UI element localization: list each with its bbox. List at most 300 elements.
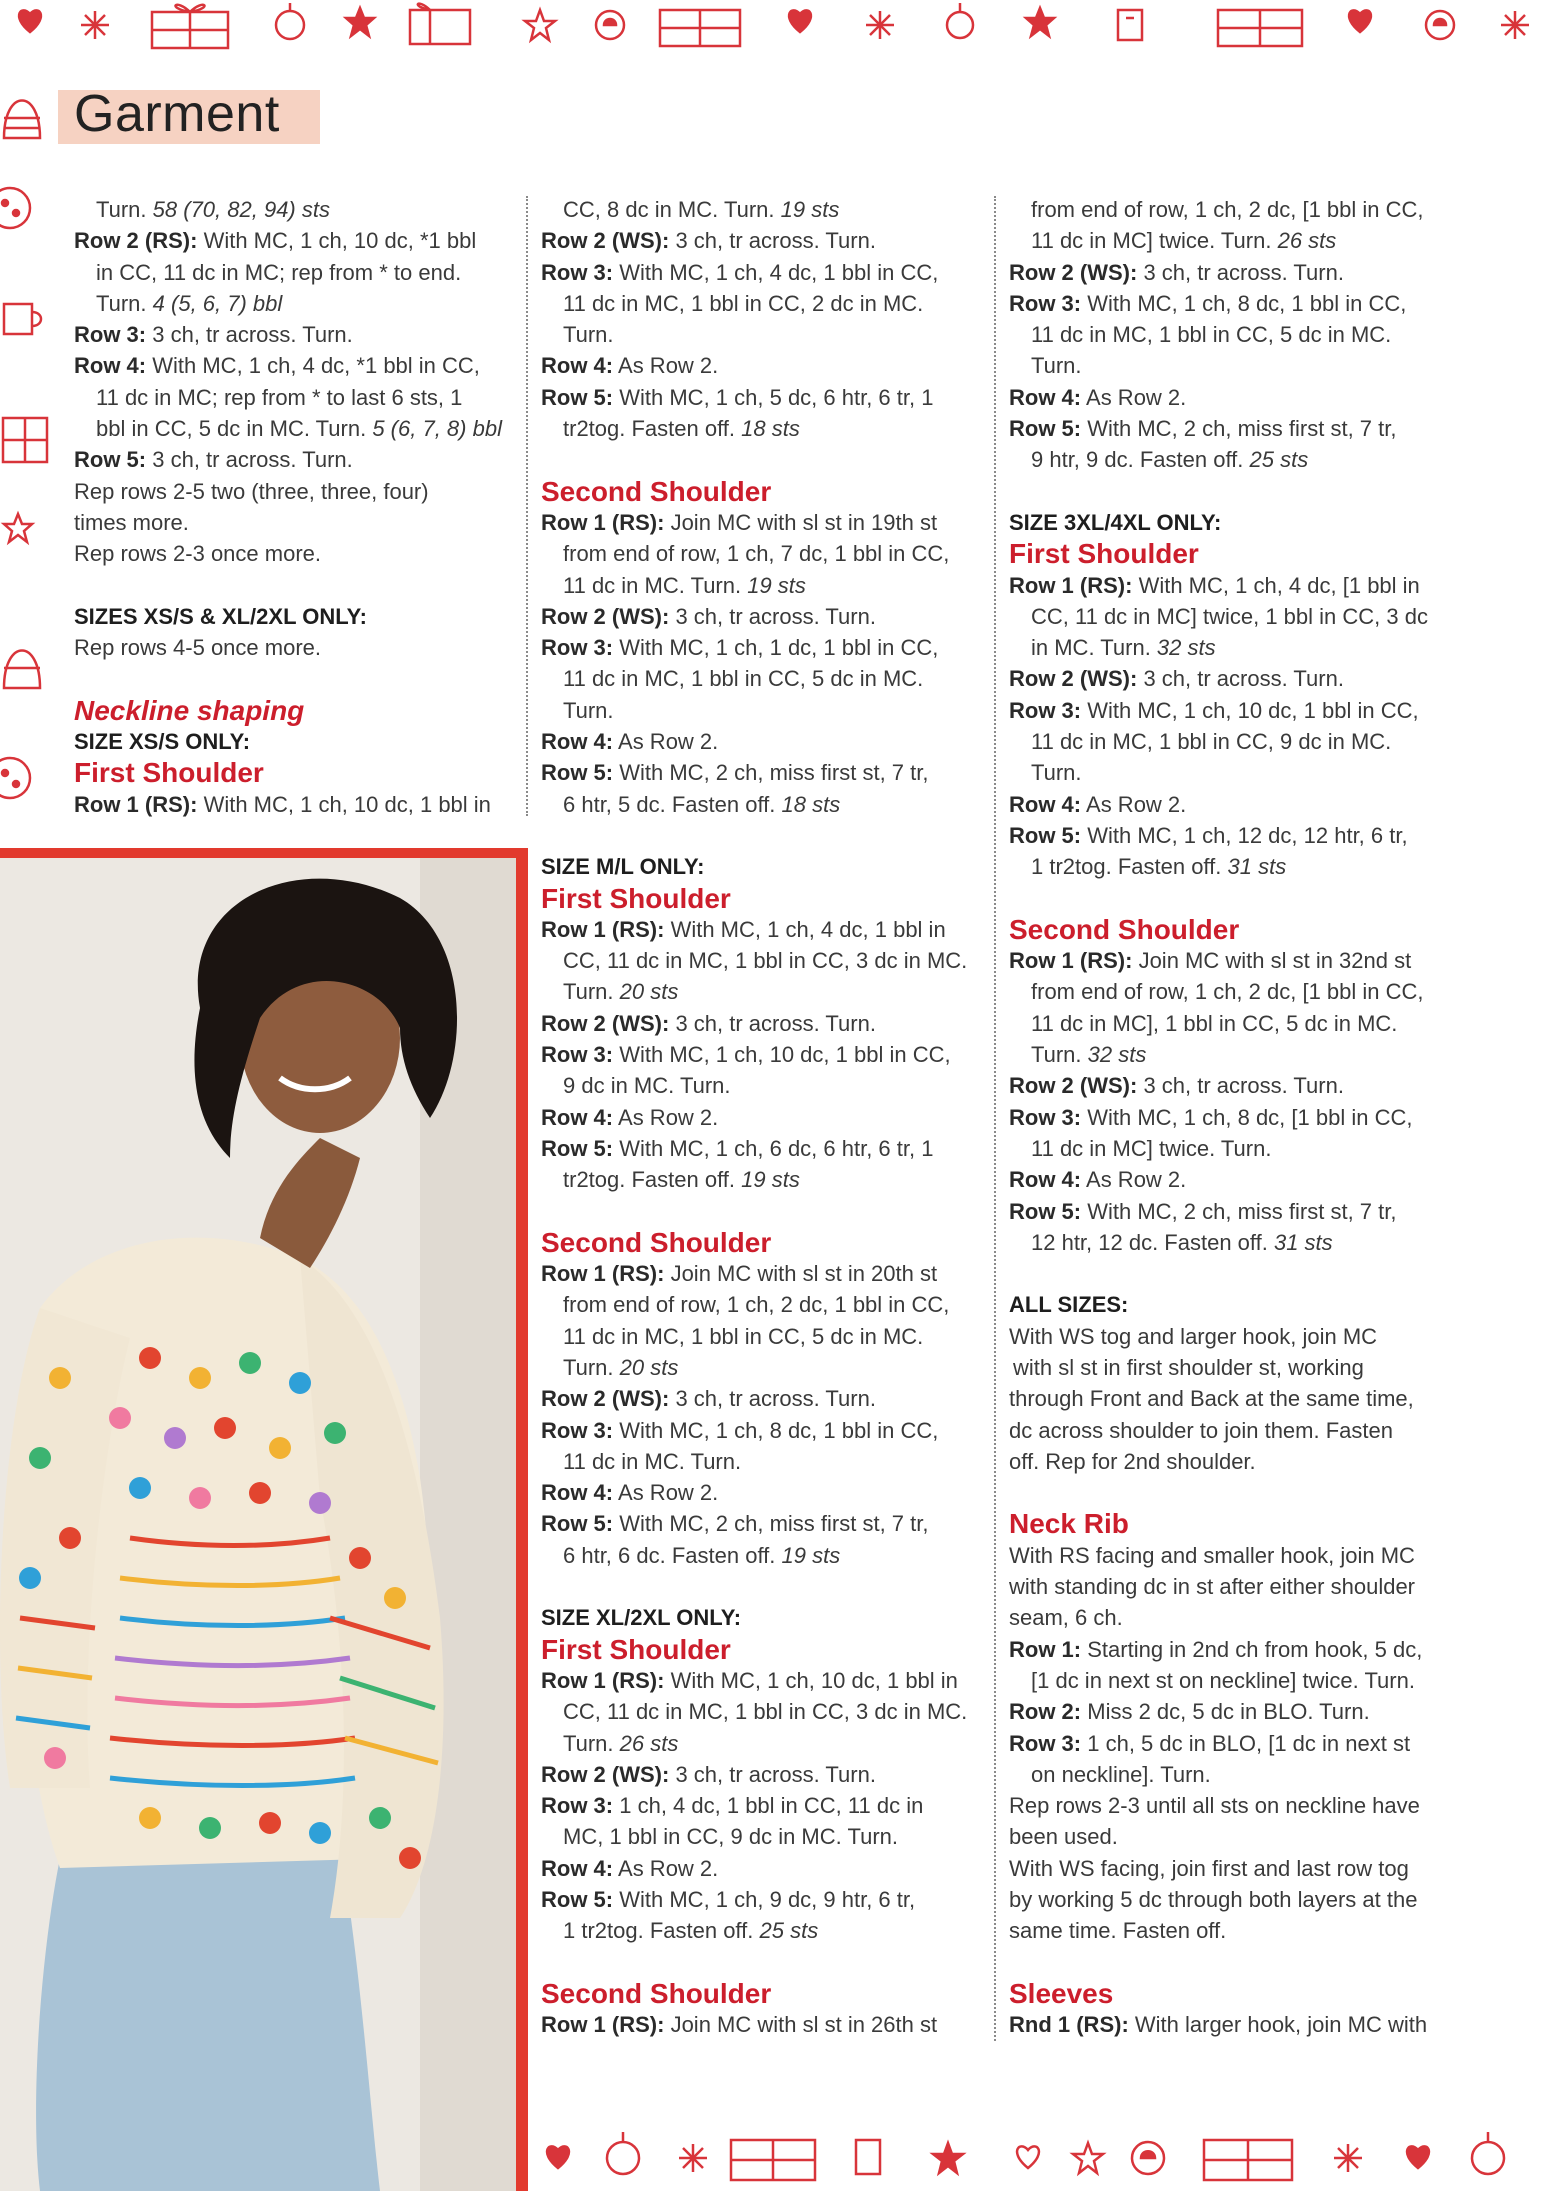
pattern-line <box>541 1133 981 1164</box>
instruction-text: CC, 11 dc in MC, 1 bbl in CC, 3 dc in MC. <box>563 1699 968 1725</box>
row-label: Row 2: <box>1009 1699 1082 1725</box>
row-label: Row 4: <box>74 353 147 379</box>
pattern-line <box>1009 1133 1449 1164</box>
pattern-line <box>541 257 981 288</box>
pattern-line <box>1009 1634 1449 1665</box>
pattern-line <box>541 757 981 788</box>
pattern-line <box>541 1759 981 1790</box>
size-heading: SIZE M/L ONLY: <box>541 854 705 880</box>
model-photo <box>0 858 516 2191</box>
size-heading: SIZE XL/2XL ONLY: <box>541 1605 742 1631</box>
pattern-line <box>1009 444 1449 475</box>
instruction-text: Join MC with sl st in 20th st <box>664 1261 938 1287</box>
instruction-text: With MC, 1 ch, 8 dc, 1 bbl in CC, <box>613 1417 939 1443</box>
instruction-text: As Row 2. <box>613 353 719 379</box>
row-label: Row 2 (RS): <box>74 228 198 254</box>
pattern-line <box>1009 1602 1449 1633</box>
spacer <box>541 820 981 851</box>
size-heading: SIZE XS/S ONLY: <box>74 729 251 755</box>
spacer <box>1009 1258 1449 1289</box>
instruction-text: Rep rows 2-3 once more. <box>74 541 321 567</box>
instruction-text: With MC, 1 ch, 8 dc, [1 bbl in CC, <box>1081 1104 1413 1130</box>
instruction-text: 3 ch, tr across. Turn. <box>1137 259 1344 285</box>
row-label: Row 4: <box>1009 791 1082 817</box>
instruction-text: 3 ch, tr across. Turn. <box>669 603 876 629</box>
pattern-line <box>541 1070 981 1101</box>
row-label: Row 5: <box>541 760 614 786</box>
instruction-text: Turn. <box>96 290 153 316</box>
instruction-text: With MC, 2 ch, miss first st, 7 tr, <box>1081 416 1397 442</box>
spacer <box>1009 883 1449 914</box>
instruction-text: Turn. <box>1031 760 1082 786</box>
instruction-text: With MC, 1 ch, 5 dc, 6 htr, 6 tr, 1 <box>613 384 934 410</box>
instruction-text: 11 dc in MC, 1 bbl in CC, 5 dc in MC. <box>563 1323 924 1349</box>
instruction-text: As Row 2. <box>613 1104 719 1130</box>
instruction-text: 11 dc in MC, 1 bbl in CC, 9 dc in MC. <box>1031 729 1392 755</box>
instruction-text: 6 htr, 6 dc. Fasten off. <box>563 1542 782 1568</box>
row-label: Row 4: <box>1009 1167 1082 1193</box>
instruction-text: 11 dc in MC. Turn. <box>563 572 748 598</box>
pattern-line <box>541 1039 981 1070</box>
instruction-text: With MC, 2 ch, miss first st, 7 tr, <box>613 1511 929 1537</box>
instruction-text: Turn. <box>96 197 153 222</box>
instruction-text: CC, 11 dc in MC, 1 bbl in CC, 3 dc in MC. <box>563 948 968 974</box>
size-heading: ALL SIZES: <box>1009 1292 1129 1318</box>
row-label: Row 3: <box>541 259 614 285</box>
instruction-text: 3 ch, tr across. Turn. <box>669 1386 876 1412</box>
instruction-text: 6 htr, 5 dc. Fasten off. <box>563 791 782 817</box>
pattern-line <box>74 382 514 413</box>
pattern-line <box>541 945 981 976</box>
instruction-text: 11 dc in MC, 1 bbl in CC, 5 dc in MC. <box>563 666 924 692</box>
instruction-text: 3 ch, tr across. Turn. <box>669 1010 876 1036</box>
row-label: Row 4: <box>541 729 614 755</box>
row-label: Row 2 (WS): <box>541 228 670 254</box>
pattern-line <box>541 1884 981 1915</box>
pattern-line <box>541 570 981 601</box>
instruction-text: from end of row, 1 ch, 2 dc, [1 bbl in CC, <box>1031 197 1424 222</box>
spacer <box>541 1571 981 1602</box>
pattern-line <box>1009 1415 1449 1446</box>
pattern-line <box>74 476 514 507</box>
pattern-line <box>74 632 514 663</box>
instruction-text: Turn. <box>563 697 614 723</box>
pattern-line <box>1009 1665 1449 1696</box>
row-label: Row 1 (RS): <box>541 916 665 942</box>
pattern-column-1 <box>74 194 514 820</box>
pattern-line <box>1009 1853 1449 1884</box>
stitch-count: 19 sts <box>780 197 840 222</box>
instruction-text: Join MC with sl st in 19th st <box>664 509 938 535</box>
pattern-line <box>1009 695 1449 726</box>
instruction-text: Rep rows 4-5 once more. <box>74 635 321 661</box>
instruction-text: With MC, 1 ch, 12 dc, 12 htr, 6 tr, <box>1081 822 1408 848</box>
pattern-line <box>1009 632 1449 663</box>
pattern-line <box>541 1164 981 1195</box>
instruction-text: Turn. <box>563 1354 620 1380</box>
instruction-text: With MC, 1 ch, 10 dc, 1 bbl in CC, <box>613 1042 951 1068</box>
pattern-line <box>1009 1196 1449 1227</box>
row-label: Row 5: <box>541 1887 614 1913</box>
row-label: Row 5: <box>541 1135 614 1161</box>
instruction-text: Starting in 2nd ch from hook, 5 dc, <box>1081 1636 1423 1662</box>
row-label: Row 2 (WS): <box>1009 1073 1138 1099</box>
stitch-count: 25 sts <box>1249 447 1309 473</box>
section-heading: Sleeves <box>1009 1977 1114 2009</box>
section-heading: First Shoulder <box>541 882 731 914</box>
pattern-line <box>541 1289 981 1320</box>
pattern-line <box>541 1853 981 1884</box>
size-heading: SIZES XS/S & XL/2XL ONLY: <box>74 603 368 629</box>
instruction-text: As Row 2. <box>1081 384 1187 410</box>
pattern-line <box>541 538 981 569</box>
pattern-line <box>1009 820 1449 851</box>
instruction-text: on neckline]. Turn. <box>1031 1761 1211 1787</box>
pattern-line <box>541 1352 981 1383</box>
row-label: Row 4: <box>541 1480 614 1506</box>
pattern-line <box>541 1540 981 1571</box>
row-label: Row 1 (RS): <box>74 791 198 817</box>
row-label: Row 3: <box>1009 1104 1082 1130</box>
pattern-line <box>1009 1540 1449 1571</box>
pattern-line <box>541 789 981 820</box>
pattern-line <box>1009 601 1449 632</box>
instruction-text: With MC, 1 ch, 10 dc, *1 bbl <box>197 228 477 254</box>
instruction-text: As Row 2. <box>613 729 719 755</box>
instruction-text: 9 htr, 9 dc. Fasten off. <box>1031 447 1250 473</box>
pattern-line <box>1009 1321 1449 1352</box>
pattern-line <box>1009 726 1449 757</box>
instruction-text: off. Rep for 2nd shoulder. <box>1009 1448 1256 1474</box>
pattern-line <box>541 288 981 319</box>
instruction-text: Rep rows 2-3 until all sts on neckline have <box>1009 1793 1420 1819</box>
pattern-line <box>1009 1759 1449 1790</box>
pattern-line <box>74 538 514 569</box>
size-heading: SIZE 3XL/4XL ONLY: <box>1009 509 1222 535</box>
spacer <box>541 444 981 475</box>
stitch-count: 31 sts <box>1273 1229 1333 1255</box>
pattern-line <box>1009 257 1449 288</box>
section-heading: Second Shoulder <box>541 1226 772 1258</box>
pattern-line <box>541 1383 981 1414</box>
row-label: Row 2 (WS): <box>541 603 670 629</box>
pattern-line <box>541 1102 981 1133</box>
pattern-line <box>1009 1070 1449 1101</box>
instruction-text: With MC, 1 ch, 10 dc, 1 bbl in CC, <box>1081 697 1419 723</box>
pattern-line <box>541 507 981 538</box>
instruction-text: from end of row, 1 ch, 2 dc, 1 bbl in CC, <box>563 1292 950 1318</box>
pattern-line <box>74 288 514 319</box>
pattern-line <box>1009 1790 1449 1821</box>
instruction-text: Join MC with sl st in 32nd st <box>1132 948 1412 974</box>
pattern-line <box>541 914 981 945</box>
instruction-text: Turn. <box>563 979 620 1005</box>
instruction-text: With RS facing and smaller hook, join MC <box>1009 1542 1415 1568</box>
row-label: Row 2 (WS): <box>541 1761 670 1787</box>
stitch-count: 32 sts <box>1156 635 1216 661</box>
row-label: Row 5: <box>1009 822 1082 848</box>
pattern-line <box>541 1258 981 1289</box>
stitch-count: 19 sts <box>781 1542 841 1568</box>
pattern-line <box>541 194 981 225</box>
instruction-text: 1 ch, 5 dc in BLO, [1 dc in next st <box>1081 1730 1411 1756</box>
instruction-text: 12 htr, 12 dc. Fasten off. <box>1031 1229 1274 1255</box>
row-label: Row 2 (WS): <box>1009 259 1138 285</box>
pattern-line <box>1009 570 1449 601</box>
pattern-line <box>1009 1102 1449 1133</box>
instruction-text: 3 ch, tr across. Turn. <box>669 228 876 254</box>
instruction-text: As Row 2. <box>1081 1167 1187 1193</box>
row-label: Row 3: <box>541 1417 614 1443</box>
instruction-text: been used. <box>1009 1824 1118 1850</box>
pattern-line <box>1009 1446 1449 1477</box>
spacer <box>1009 1477 1449 1508</box>
pattern-column-3 <box>1009 194 1449 2041</box>
instruction-text: With larger hook, join MC with <box>1128 2012 1428 2038</box>
row-label: Row 3: <box>1009 1730 1082 1756</box>
instruction-text: With MC, 1 ch, 4 dc, [1 bbl in <box>1132 572 1420 598</box>
row-label: Row 4: <box>541 353 614 379</box>
pattern-line <box>541 1008 981 1039</box>
instruction-text: in MC. Turn. <box>1031 635 1157 661</box>
instruction-text: bbl in CC, 5 dc in MC. Turn. <box>96 416 373 442</box>
row-label: Row 3: <box>541 1042 614 1068</box>
row-label: Row 4: <box>541 1855 614 1881</box>
pattern-column-2 <box>541 194 981 2041</box>
pattern-line <box>541 1446 981 1477</box>
instruction-text: times more. <box>74 509 189 535</box>
pattern-line <box>1009 1696 1449 1727</box>
pattern-line <box>1009 789 1449 820</box>
pattern-line <box>541 695 981 726</box>
instruction-text: 11 dc in MC], 1 bbl in CC, 5 dc in MC. <box>1031 1010 1398 1036</box>
section-heading: Second Shoulder <box>541 475 772 507</box>
column-separator-2 <box>994 196 996 2041</box>
stitch-count: 32 sts <box>1087 1042 1147 1068</box>
instruction-text: With MC, 1 ch, 4 dc, 1 bbl in CC, <box>613 259 939 285</box>
pattern-line <box>1009 350 1449 381</box>
pattern-line <box>1009 1352 1449 1383</box>
instruction-text: With MC, 1 ch, 4 dc, 1 bbl in <box>664 916 946 942</box>
pattern-line <box>74 507 514 538</box>
row-label: Row 3: <box>541 1793 614 1819</box>
row-label: Row 1 (RS): <box>541 509 665 535</box>
instruction-text: in CC, 11 dc in MC; rep from * to end. <box>96 259 462 285</box>
instruction-text: 11 dc in MC] twice. Turn. <box>1031 1135 1272 1161</box>
spacer <box>1009 476 1449 507</box>
instruction-text: CC, 8 dc in MC. Turn. <box>563 197 781 222</box>
instruction-text: from end of row, 1 ch, 2 dc, [1 bbl in CC, <box>1031 979 1424 1005</box>
row-label: Row 3: <box>74 322 147 348</box>
pattern-line <box>541 1477 981 1508</box>
section-heading: First Shoulder <box>1009 538 1199 570</box>
row-label: Row 1 (RS): <box>541 2012 665 2038</box>
row-label: Row 1 (RS): <box>1009 572 1133 598</box>
pattern-line <box>1009 1383 1449 1414</box>
spacer <box>74 663 514 694</box>
instruction-text: With MC, 1 ch, 6 dc, 6 htr, 6 tr, 1 <box>613 1135 934 1161</box>
pattern-line <box>1009 1164 1449 1195</box>
instruction-text: 1 tr2tog. Fasten off. <box>1031 854 1228 880</box>
instruction-text: 3 ch, tr across. Turn. <box>669 1761 876 1787</box>
pattern-line <box>1009 1039 1449 1070</box>
row-label: Row 3: <box>1009 290 1082 316</box>
christmas-doodle-border-bottom <box>528 2118 1550 2191</box>
row-label: Row 5: <box>1009 416 1082 442</box>
pattern-line <box>74 225 514 256</box>
instruction-text: by working 5 dc through both layers at the <box>1009 1887 1418 1913</box>
instruction-text: With MC, 1 ch, 9 dc, 9 htr, 6 tr, <box>613 1887 916 1913</box>
instruction-text: Miss 2 dc, 5 dc in BLO. Turn. <box>1081 1699 1370 1725</box>
instruction-text: from end of row, 1 ch, 7 dc, 1 bbl in CC, <box>563 541 950 567</box>
pattern-line <box>1009 194 1449 225</box>
stitch-count: 4 (5, 6, 7) bbl <box>152 290 283 316</box>
instruction-text: With MC, 2 ch, miss first st, 7 tr, <box>613 760 929 786</box>
row-label: Row 3: <box>541 635 614 661</box>
pattern-line <box>74 319 514 350</box>
stitch-count: 58 (70, 82, 94) sts <box>152 197 330 222</box>
instruction-text: With MC, 1 ch, 4 dc, *1 bbl in CC, <box>146 353 480 379</box>
row-label: Row 4: <box>541 1104 614 1130</box>
stitch-count: 26 sts <box>619 1730 679 1756</box>
instruction-text: Turn. <box>1031 353 1082 379</box>
row-label: Row 4: <box>1009 384 1082 410</box>
instruction-text: Turn. <box>563 322 614 348</box>
row-label: Rnd 1 (RS): <box>1009 2012 1129 2038</box>
row-label: Row 2 (WS): <box>541 1386 670 1412</box>
instruction-text: 11 dc in MC. Turn. <box>563 1448 742 1474</box>
pattern-line <box>1009 1821 1449 1852</box>
pattern-line <box>74 350 514 381</box>
pattern-line <box>541 413 981 444</box>
section-heading: Second Shoulder <box>541 1977 772 2009</box>
pattern-line <box>541 1415 981 1446</box>
instruction-text: Turn. <box>563 1730 620 1756</box>
section-heading: First Shoulder <box>541 1633 731 1665</box>
row-label: Row 3: <box>1009 697 1082 723</box>
stitch-count: 19 sts <box>741 1167 800 1193</box>
pattern-line <box>541 1821 981 1852</box>
instruction-text: 1 tr2tog. Fasten off. <box>563 1918 760 1944</box>
instruction-text: 11 dc in MC, 1 bbl in CC, 2 dc in MC. <box>563 290 924 316</box>
instruction-text: As Row 2. <box>613 1855 719 1881</box>
spacer <box>74 570 514 601</box>
spacer <box>541 1196 981 1227</box>
stitch-count: 18 sts <box>741 416 800 442</box>
row-label: Row 5: <box>1009 1198 1082 1224</box>
stitch-count: 18 sts <box>781 791 841 817</box>
stitch-count: 19 sts <box>747 572 806 598</box>
instruction-text: With MC, 1 ch, 10 dc, 1 bbl in <box>664 1667 958 1693</box>
section-heading: First Shoulder <box>74 757 264 789</box>
pattern-line <box>74 194 514 225</box>
pattern-line <box>1009 288 1449 319</box>
instruction-text: CC, 11 dc in MC] twice, 1 bbl in CC, 3 dc <box>1031 603 1428 629</box>
instruction-text: 3 ch, tr across. Turn. <box>1137 666 1344 692</box>
instruction-text: same time. Fasten off. <box>1009 1918 1227 1944</box>
pattern-line <box>74 257 514 288</box>
pattern-line <box>74 789 514 820</box>
instruction-text: 3 ch, tr across. Turn. <box>146 322 353 348</box>
pattern-line <box>1009 976 1449 1007</box>
instruction-text: Turn. <box>1031 1042 1088 1068</box>
pattern-line <box>541 1728 981 1759</box>
pattern-line <box>541 1790 981 1821</box>
instruction-text: 3 ch, tr across. Turn. <box>146 447 353 473</box>
row-label: Row 5: <box>74 447 147 473</box>
stitch-count: 5 (6, 7, 8) bbl <box>372 416 502 442</box>
pattern-line <box>1009 225 1449 256</box>
pattern-line <box>541 1321 981 1352</box>
pattern-line <box>74 444 514 475</box>
row-label: Row 2 (WS): <box>1009 666 1138 692</box>
instruction-text: 11 dc in MC, 1 bbl in CC, 5 dc in MC. <box>1031 322 1392 348</box>
instruction-text: seam, 6 ch. <box>1009 1605 1123 1631</box>
column-separator-1 <box>526 196 528 816</box>
row-label: Row 1 (RS): <box>541 1667 665 1693</box>
instruction-text: Join MC with sl st in 26th st <box>664 2012 938 2038</box>
pattern-line <box>541 601 981 632</box>
instruction-text: with sl st in first shoulder st, working <box>1013 1354 1364 1380</box>
instruction-text: through Front and Back at the same time, <box>1009 1386 1414 1412</box>
pattern-line <box>1009 382 1449 413</box>
pattern-line <box>1009 663 1449 694</box>
christmas-doodle-border-left <box>0 58 58 848</box>
pattern-line <box>1009 2009 1449 2040</box>
pattern-line <box>541 225 981 256</box>
pattern-line <box>1009 757 1449 788</box>
pattern-line <box>1009 851 1449 882</box>
instruction-text: 11 dc in MC] twice. Turn. <box>1031 228 1278 254</box>
row-label: Row 1: <box>1009 1636 1082 1662</box>
pattern-line <box>1009 1915 1449 1946</box>
pattern-line <box>1009 319 1449 350</box>
pattern-line <box>1009 1728 1449 1759</box>
row-label: Row 5: <box>541 1511 614 1537</box>
pattern-line <box>541 632 981 663</box>
instruction-text: With WS tog and larger hook, join MC <box>1009 1323 1378 1349</box>
instruction-text: Rep rows 2-5 two (three, three, four) <box>74 478 429 504</box>
row-label: Row 1 (RS): <box>1009 948 1133 974</box>
pattern-line <box>541 2009 981 2040</box>
section-heading: Neckline shaping <box>74 694 305 726</box>
instruction-text: With MC, 1 ch, 1 dc, 1 bbl in CC, <box>613 635 939 661</box>
instruction-text: 3 ch, tr across. Turn. <box>1137 1073 1344 1099</box>
instruction-text: As Row 2. <box>613 1480 719 1506</box>
row-label: Row 2 (WS): <box>541 1010 670 1036</box>
pattern-line <box>1009 1571 1449 1602</box>
instruction-text: 1 ch, 4 dc, 1 bbl in CC, 11 dc in <box>613 1793 924 1819</box>
pattern-line <box>541 726 981 757</box>
instruction-text: With MC, 2 ch, miss first st, 7 tr, <box>1081 1198 1397 1224</box>
section-heading: Second Shoulder <box>1009 913 1240 945</box>
pattern-line <box>541 1696 981 1727</box>
pattern-line <box>1009 945 1449 976</box>
christmas-doodle-border-top <box>0 0 1550 58</box>
stitch-count: 26 sts <box>1277 228 1337 254</box>
pattern-line <box>1009 413 1449 444</box>
instruction-text: With WS facing, join first and last row tog <box>1009 1855 1409 1881</box>
stitch-count: 20 sts <box>619 979 679 1005</box>
row-label: Row 5: <box>541 384 614 410</box>
instruction-text: 11 dc in MC; rep from * to last 6 sts, 1 <box>96 384 463 410</box>
instruction-text: with standing dc in st after either shoulder <box>1009 1574 1416 1600</box>
pattern-line <box>541 350 981 381</box>
instruction-text: MC, 1 bbl in CC, 9 dc in MC. Turn. <box>563 1824 898 1850</box>
pattern-line <box>541 1665 981 1696</box>
stitch-count: 20 sts <box>619 1354 679 1380</box>
instruction-text: [1 dc in next st on neckline] twice. Turn. <box>1031 1667 1415 1693</box>
